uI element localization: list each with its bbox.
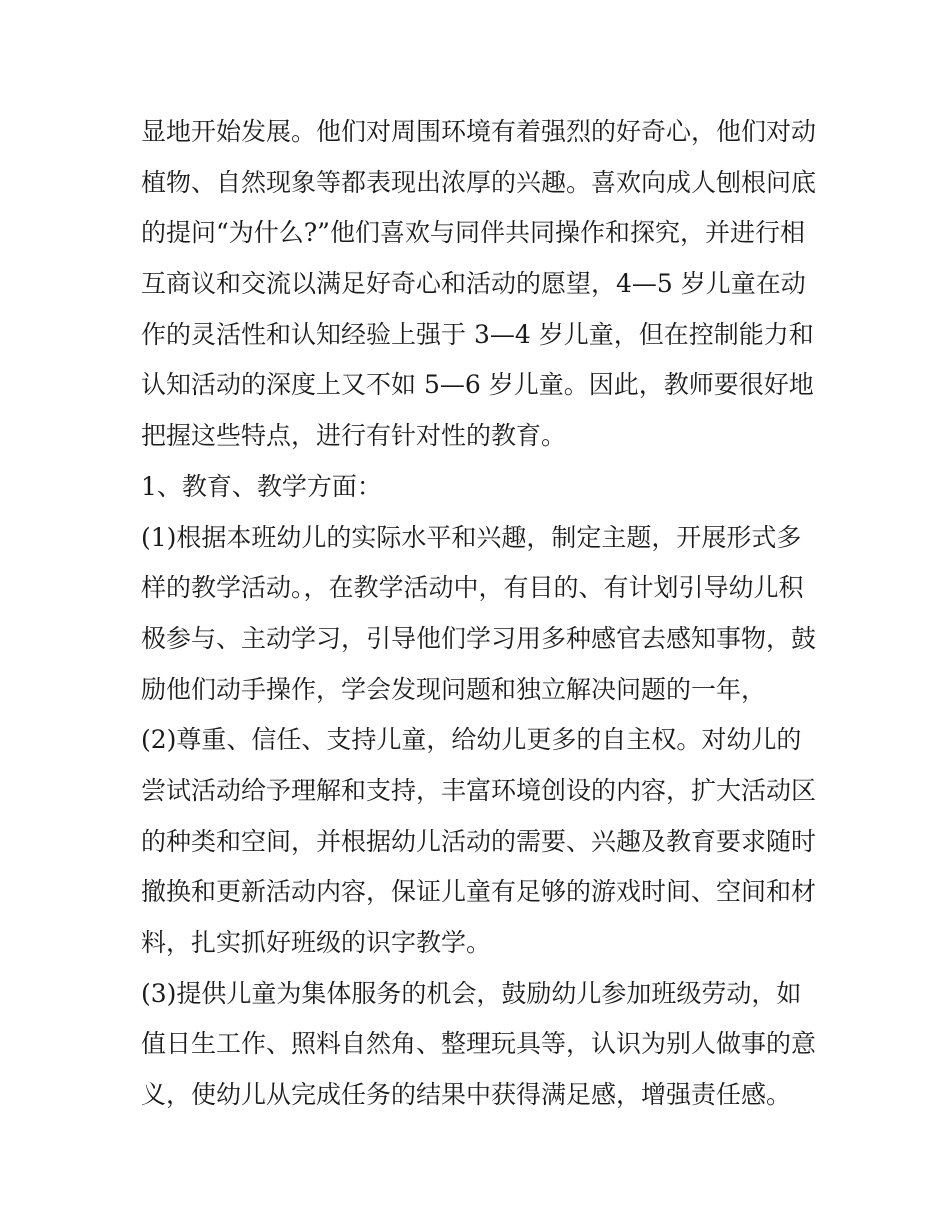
section-heading: 1、教育、教学方面： bbox=[141, 471, 382, 501]
text-line: 的种类和空间，并根据幼儿活动的需要、兴趣及教育要求随时 bbox=[141, 826, 817, 856]
text-line: 互商议和交流以满足好奇心和活动的愿望，4—5 岁儿童在动 bbox=[141, 269, 806, 299]
body-text bbox=[141, 107, 821, 1121]
text-line: 样的教学活动。，在教学活动中，有目的、有计划引导幼儿积 bbox=[141, 573, 804, 603]
text-line: (1)根据本班幼儿的实际水平和兴趣，制定主题，开展形式多 bbox=[141, 522, 802, 552]
text-line: 尝试活动给予理解和支持，丰富环境创设的内容，扩大活动区 bbox=[141, 775, 817, 805]
text-line: 把握这些特点，进行有针对性的教育。 bbox=[141, 421, 567, 451]
text-line: 植物、自然现象等都表现出浓厚的兴趣。喜欢向成人刨根问底 bbox=[141, 167, 817, 197]
text-line: 撤换和更新活动内容，保证儿童有足够的游戏时间、空间和材 bbox=[141, 877, 817, 907]
text-line: 励他们动手操作，学会发现问题和独立解决问题的一年， bbox=[141, 674, 767, 704]
text-line: 作的灵活性和认知经验上强于 3—4 岁儿童，但在控制能力和 bbox=[141, 319, 814, 349]
text-line: 义，使幼儿从完成任务的结果中获得满足感，增强责任感。 bbox=[141, 1080, 792, 1110]
text-line: 极参与、主动学习，引导他们学习用多种感官去感知事物，鼓 bbox=[141, 623, 817, 653]
text-line: (3)提供儿童为集体服务的机会，鼓励幼儿参加班级劳动，如 bbox=[141, 978, 802, 1008]
text-line: 认知活动的深度上又不如 5—6 岁儿童。因此，教师要很好地 bbox=[141, 370, 814, 400]
text-line: 显地开始发展。他们对周围环境有着强烈的好奇心，他们对动 bbox=[141, 117, 817, 146]
text-line: 的提问“为什么?”他们喜欢与同伴共同操作和探究，并进行相 bbox=[141, 218, 805, 248]
text-line: 料，扎实抓好班级的识字教学。 bbox=[141, 928, 492, 957]
text-line: 值日生工作、照料自然角、整理玩具等，认识为别人做事的意 bbox=[141, 1029, 817, 1059]
text-line: (2)尊重、信任、支持儿童，给幼儿更多的自主权。对幼儿的 bbox=[141, 725, 802, 755]
